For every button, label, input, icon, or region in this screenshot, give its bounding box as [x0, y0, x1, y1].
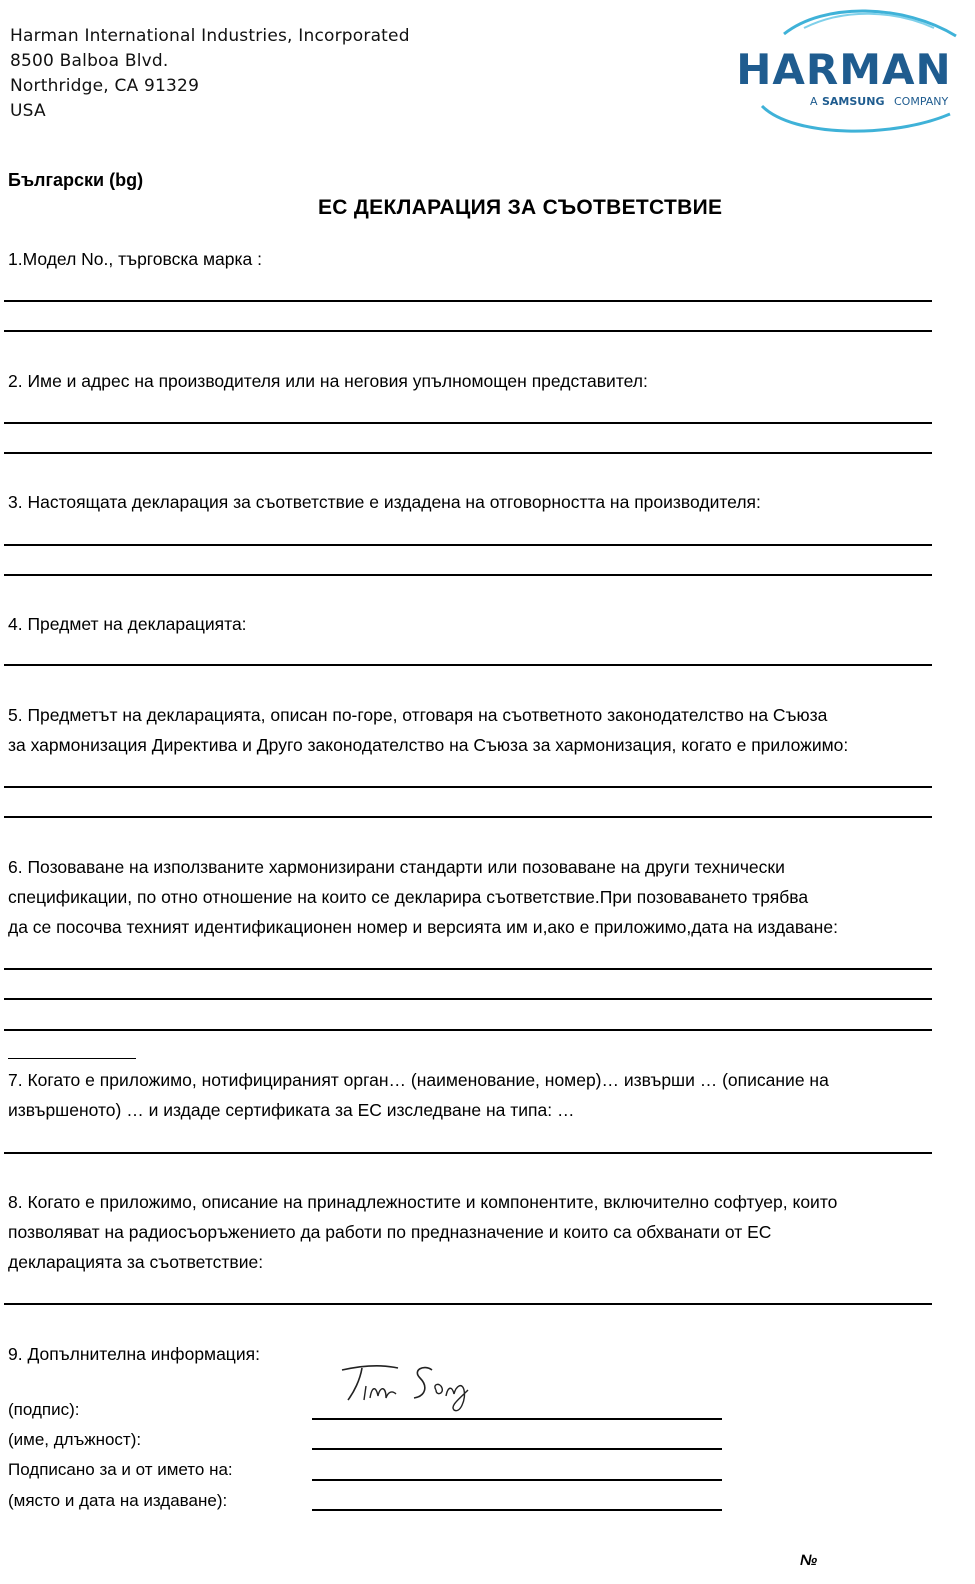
section-2-text: 2. Име и адрес на производителя или на неговия упълномощен представител: [8, 371, 648, 391]
section-6-text-line-1: 6. Позоваване на използваните хармонизирани стандарти или позоваване на други технически [8, 857, 785, 877]
signed-for-line [312, 1479, 722, 1481]
section-5-text-line-1: 5. Предметът на декларацията, описан по-горе, отговаря на съответното законодателство на Съюза [8, 705, 828, 725]
place-date-line [312, 1509, 722, 1511]
footnote-separator [8, 1058, 136, 1059]
section-1-text: 1.Модел No., търговска марка : [8, 249, 263, 269]
section-2-line [4, 422, 932, 424]
section-5-line [4, 816, 932, 818]
section-6-text-line-3: да се посочва техният идентификационен номер и версията им и,ако е приложимо,дата на издаване: [8, 917, 838, 937]
section-8-text-line-1: 8. Когато е приложимо, описание на принадлежностите и компонентите, включително софтуер, които [8, 1192, 838, 1212]
section-8-line [4, 1303, 932, 1305]
language-label: Български (bg) [8, 170, 144, 190]
section-6-line [4, 1029, 932, 1031]
document-title: ЕС ДЕКЛАРАЦИЯ ЗА СЪОТВЕТСТВИЕ [318, 196, 723, 219]
signature-label: (подпис): [8, 1400, 80, 1419]
logo-prefix: A [810, 95, 818, 108]
section-3-line [4, 544, 932, 546]
section-8-text-line-3: декларацията за съответствие: [8, 1252, 264, 1272]
logo-parent: SAMSUNG [822, 95, 885, 108]
number-mark: № [800, 1552, 818, 1569]
section-7-line [4, 1152, 932, 1154]
place-date-label: (място и дата на издаване): [8, 1491, 228, 1510]
name-title-line [312, 1448, 722, 1450]
section-4-text: 4. Предмет на декларацията: [8, 614, 247, 634]
section-6-line [4, 998, 932, 1000]
section-3-text: 3. Настоящата декларация за съответствие е издадена на отговорността на производителя: [8, 492, 761, 512]
section-8-text-line-2: позволяват на радиосъоръжението да работи по предназначение и които са обхванати от ЕС [8, 1222, 772, 1242]
manufacturer-street: 8500 Balboa Blvd. [10, 51, 169, 71]
logo-wordmark: HARMAN [736, 45, 952, 94]
manufacturer-city: Northridge, CA 91329 [10, 76, 200, 96]
name-title-label: (име, длъжност): [8, 1430, 142, 1449]
section-2-line [4, 452, 932, 454]
signature-line [312, 1418, 722, 1420]
section-9-text: 9. Допълнителна информация: [8, 1344, 260, 1364]
section-7-text-line-1: 7. Когато е приложимо, нотифицираният орган… (наименование, номер)… извърши … (описание на [8, 1070, 829, 1090]
manufacturer-country: USA [10, 101, 46, 121]
section-6-line [4, 968, 932, 970]
harman-logo [724, 6, 964, 136]
section-7-text-line-2: извършеното) … и издаде сертификата за ЕС изследване на типа: … [8, 1100, 575, 1120]
section-1-line [4, 330, 932, 332]
manufacturer-name: Harman International Industries, Incorporated [10, 26, 410, 46]
section-3-line [4, 574, 932, 576]
section-4-line [4, 664, 932, 666]
signed-for-label: Подписано за и от името на: [8, 1460, 233, 1479]
section-1-line [4, 300, 932, 302]
section-5-text-line-2: за хармонизация Директива и Друго законодателство на Съюза за хармонизация, когато е приложимо: [8, 735, 849, 755]
section-6-text-line-2: спецификации, по отно отношение на които се декларира съответствие.При позоваването трябва [8, 887, 809, 907]
section-5-line [4, 786, 932, 788]
logo-suffix: COMPANY [894, 95, 949, 108]
handwritten-signature [340, 1360, 480, 1420]
manufacturer-address [10, 24, 410, 124]
